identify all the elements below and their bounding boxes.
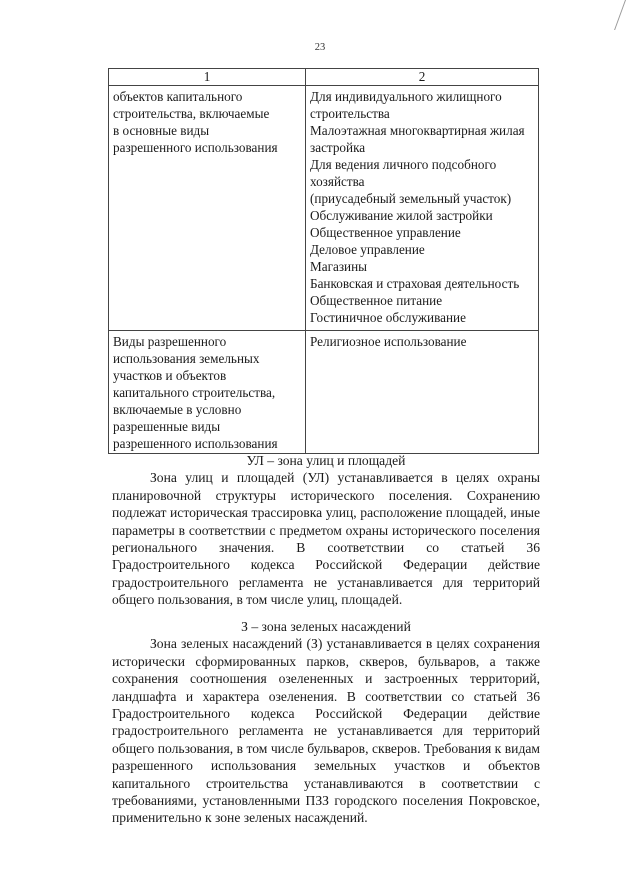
table-cell-category (109, 86, 306, 331)
cell-line: использования земельных (113, 351, 260, 366)
cell-line: Для ведения личного подсобного хозяйства (310, 157, 497, 189)
cell-line: Для индивидуального жилищного (310, 89, 502, 104)
cell-line: Магазины (310, 259, 368, 274)
section-heading: УЛ – зона улиц и площадей (246, 453, 406, 468)
cell-line: участков и объектов (113, 368, 227, 383)
cell-line: Гостиничное обслуживание (310, 310, 466, 325)
table-header-cell-1: 1 (109, 69, 306, 86)
cell-line: застройка (310, 140, 366, 155)
section-paragraph: Зона зеленых насаждений (З) устанавливается в целях сохранения исторически сформированных парков, скверов, бульваров, а также сохранения соотношения озелененных и застроенных территорий, ландшафта и характера озеленения. В соответствии со статьей 36 Градостроительного кодекса Российской Федерации действие градостроительного регламента не устанавливается для территорий общего пользования, в том числе бульваров, скверов. Требования к видам разрешенного использования земельных участков и объектов капитального строительства устанавливаются в соответствии с требованиями, установленными ПЗЗ городского поселения Покровское, применительно к зоне зеленых насаждений. (112, 636, 540, 826)
cell-line: разрешенного использования (113, 436, 278, 451)
cell-line: Общественное питание (310, 293, 443, 308)
cell-line: Малоэтажная многоквартирная жилая (310, 123, 525, 138)
table-header-row (109, 69, 539, 86)
section-green-zone (112, 618, 540, 827)
table-cell-uses (306, 331, 539, 454)
cell-line: строительства, включаемые (113, 106, 270, 121)
table-cell-uses (306, 86, 539, 331)
cell-line: включаемые в условно (113, 402, 242, 417)
section-streets-squares (112, 452, 540, 609)
section-paragraph: Зона улиц и площадей (УЛ) устанавливается в целях охраны планировочной структуры исторического поселения. Сохранению подлежат историческая трассировка улиц, расположение площадей, иные параметры в соответствии с предметом охраны исторического поселения регионального значения. В соответствии со статьей 36 Градостроительного кодекса Российской Федерации действие градостроительного регламента не устанавливается для территорий общего пользования, в том числе улиц, площадей. (112, 470, 540, 608)
cell-line: Виды разрешенного (113, 334, 227, 349)
table-row (109, 331, 539, 454)
cell-line: капитального строительства, (113, 385, 276, 400)
cell-line: разрешенные виды (113, 419, 221, 434)
page-number: 23 (314, 42, 326, 53)
cell-line: (приусадебный земельный участок) (310, 191, 512, 206)
table-header-cell-2: 2 (306, 69, 539, 86)
cell-line: в основные виды (113, 123, 210, 138)
cell-line: Банковская и страховая деятельность (310, 276, 520, 291)
cell-line: Деловое управление (310, 242, 425, 257)
table-cell-category (109, 331, 306, 454)
scan-corner-mark (614, 0, 640, 30)
section-heading: З – зона зеленых насаждений (241, 619, 411, 634)
cell-line: Обслуживание жилой застройки (310, 208, 493, 223)
zones-table (108, 68, 539, 454)
table-row (109, 86, 539, 331)
cell-line: строительства (310, 106, 390, 121)
cell-line: Общественное управление (310, 225, 461, 240)
cell-line: Религиозное использование (310, 334, 467, 349)
cell-line: объектов капитального (113, 89, 243, 104)
cell-line: разрешенного использования (113, 140, 278, 155)
